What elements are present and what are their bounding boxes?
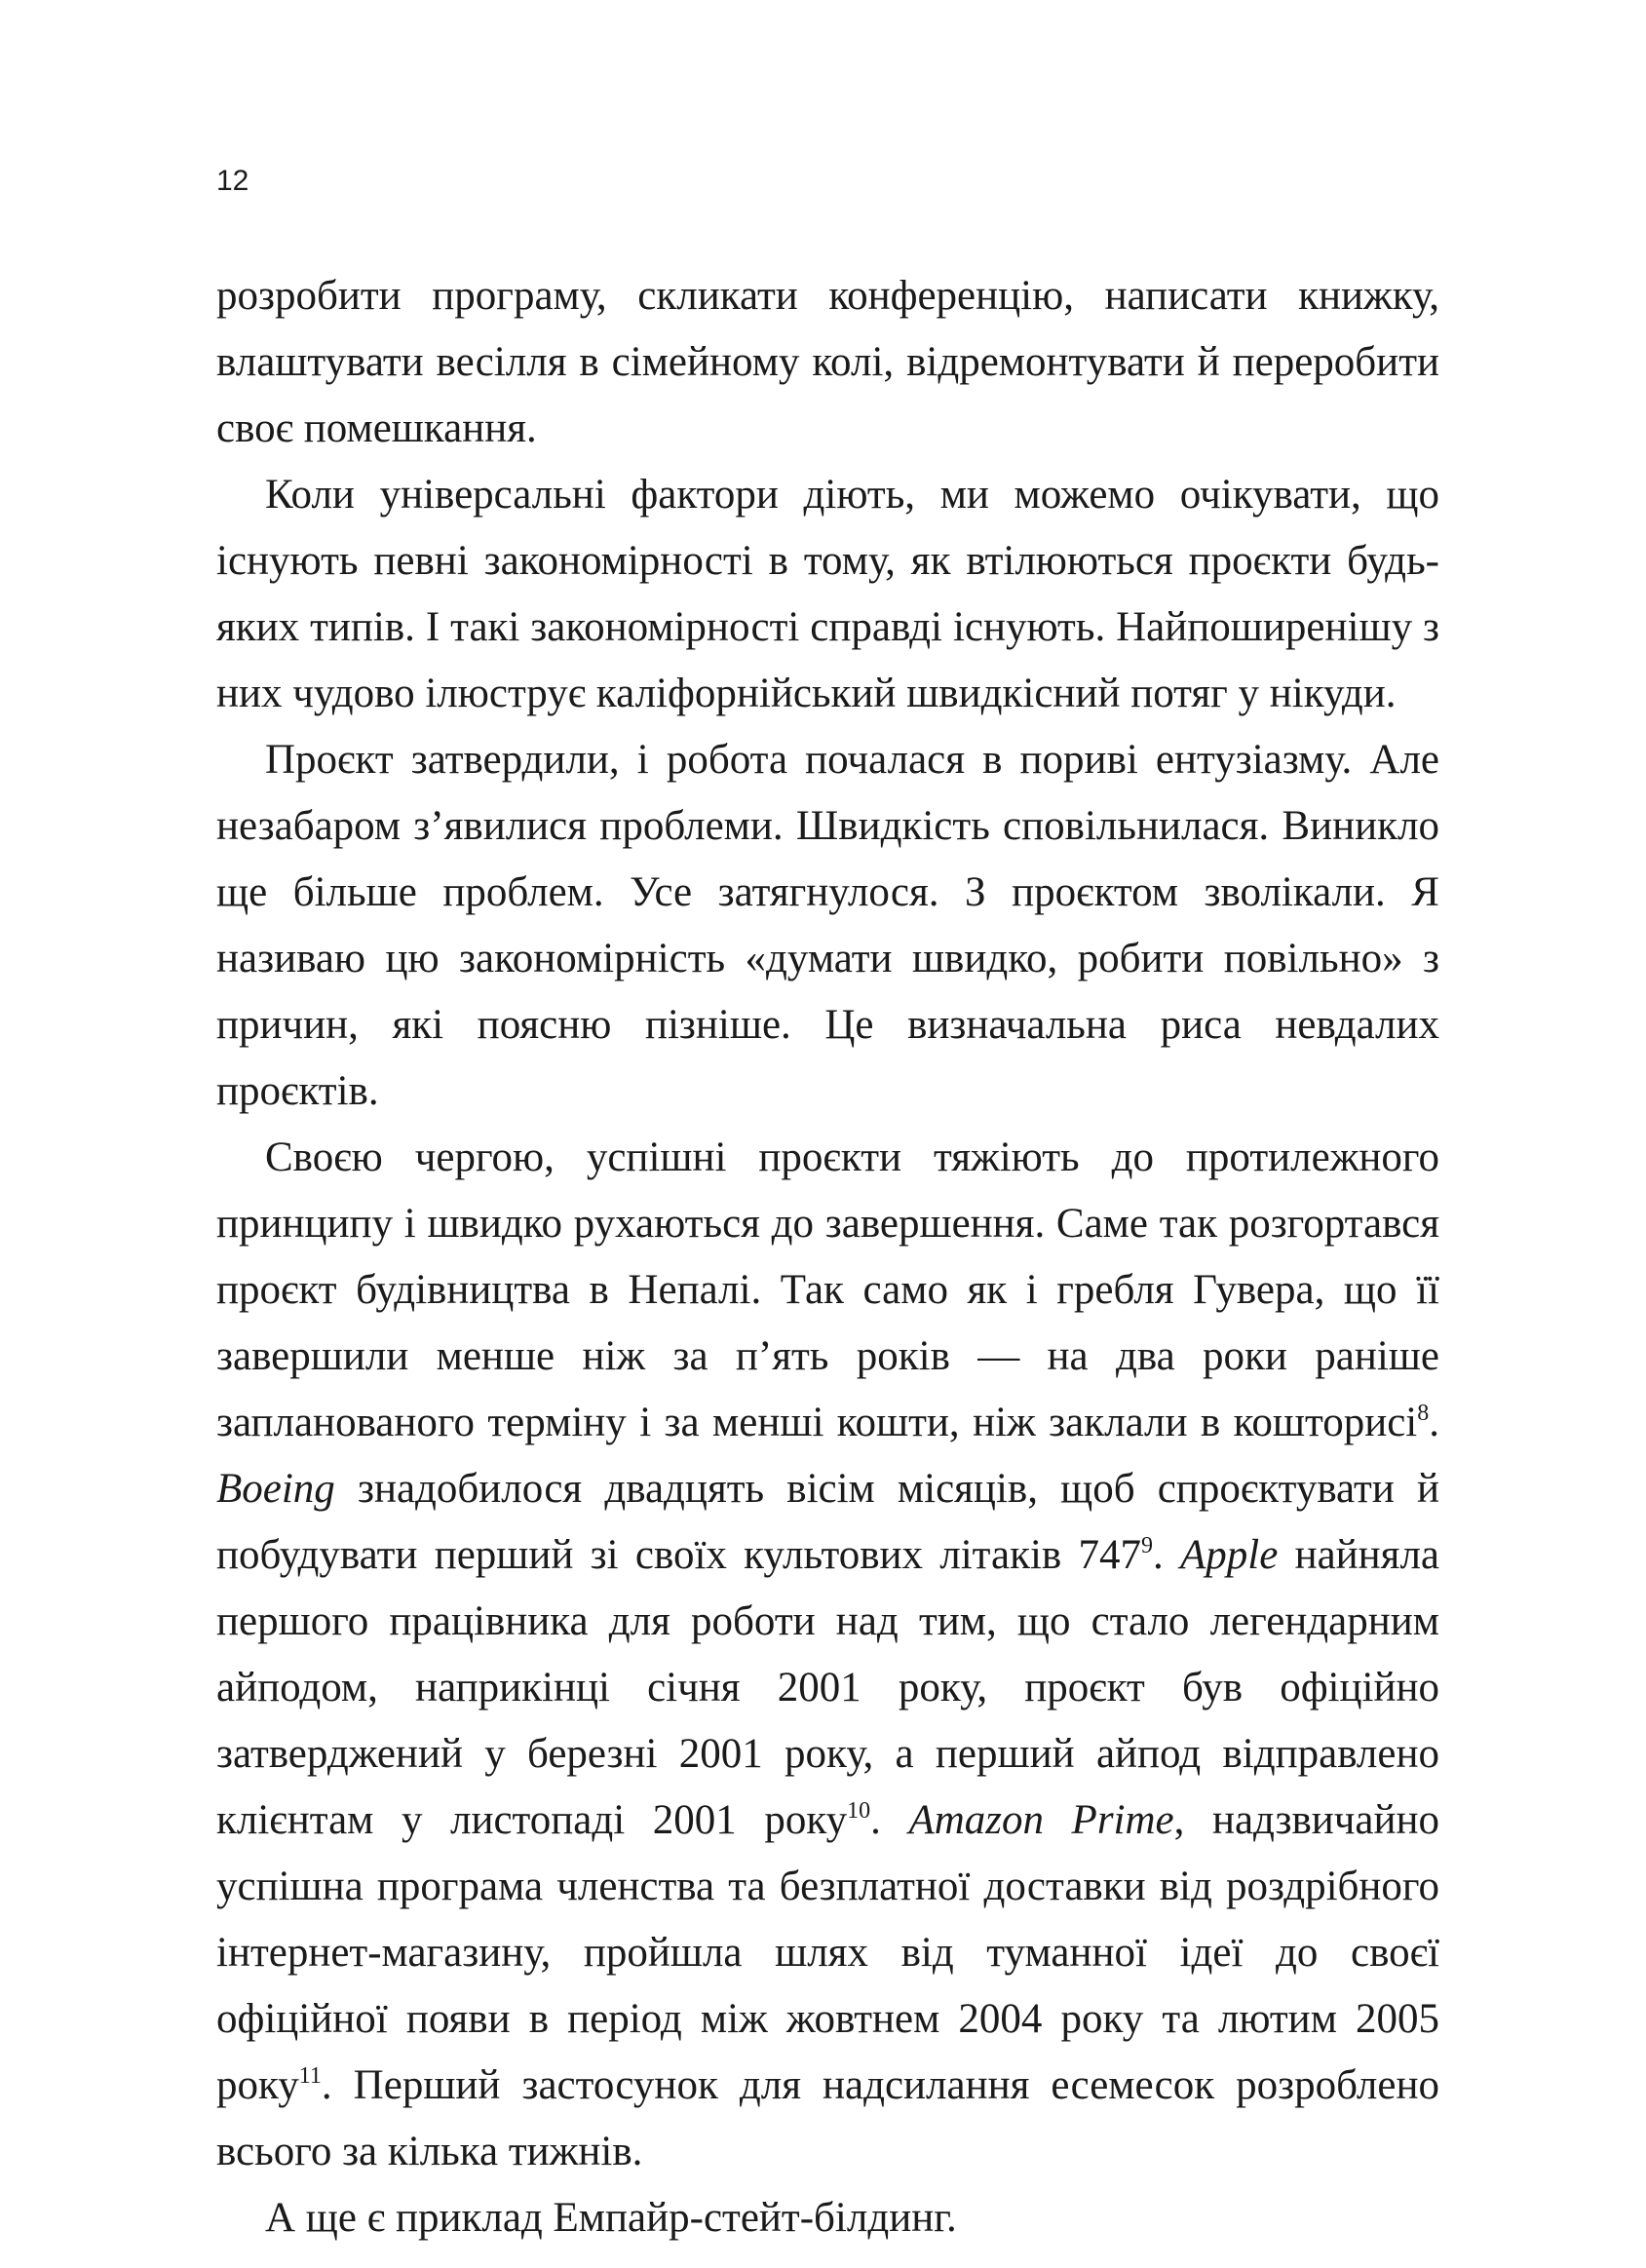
footnote-ref-10: 10 bbox=[847, 1798, 871, 1824]
paragraph-1: розробити програму, скликати конференцію, написати книжку, влаштувати весілля в сімейному колі, відремонтувати й переробити своє помешкання. bbox=[216, 273, 1439, 451]
paragraph-3: Проєкт затвердили, і робота почалася в пориві ентузіазму. Але незабаром з’явилися проблеми. Швидкість сповільнилася. Виникло ще більше проблем. Усе затягнулося. З проєктом зволікали. Я називаю цю закономірність «думати швидко, робити повільно» з причин, які поясню пізніше. Це визначальна риса невдалих проєктів. bbox=[216, 737, 1439, 1114]
company-name-apple: Apple bbox=[1180, 1532, 1279, 1578]
page-number: 12 bbox=[216, 165, 249, 197]
body-text bbox=[216, 263, 1439, 2251]
service-name-amazon-prime: Amazon Prime bbox=[908, 1797, 1174, 1843]
company-name-boeing: Boeing bbox=[216, 1466, 335, 1512]
paragraph-4: Своєю чергою, успішні проєкти тяжіють до протилежного принципу і швидко рухаються до завершення. Саме так розгортався проєкт будівництва в Непалі. Так само як і гребля Гувера, що її завершили менше ніж за п’ять років — на два роки раніше запланованого терміну і за менші кошти, ніж заклали в кошторисі$^8$. Boeing знадобилося двадцять вісім місяців, щоб спроєктувати й побудувати перший зі своїх культових літаків $747^9$. Apple найняла першого працівника для роботи над тим, що стало легендарним айподом, наприкінці січня 2001 року, проєкт був офіційно затверджений у березні 2001 року, а перший айпод відправлено клієнтам у листопаді 2001 року$^{10}$. Amazon Prime, надзвичайно успішна програма членства та безплатної доставки від роздрібного інтернет-магазину, пройшла шлях від туманної ідеї до своєї офіційної появи в період між жовтнем 2004 року та лютим 2005 року$^{11}$. Перший застосунок для надсилання есемесок розроблено всього за кілька тижнів. bbox=[216, 1134, 1440, 2174]
footnote-ref-8: 8 bbox=[1417, 1401, 1430, 1426]
footnote-ref-9: 9 bbox=[1140, 1533, 1153, 1558]
footnote-ref-11: 11 bbox=[298, 2063, 322, 2089]
paragraph-5: А ще є приклад Емпайр-стейт-білдинг. bbox=[265, 2195, 957, 2241]
paragraph-2: Коли універсальні фактори діють, ми можемо очікувати, що існують певні закономірності в тому, як втілюються проєкти будь-яких типів. І такі закономірності справді існують. Найпоширенішу з них чудово ілюструє каліфорнійський швидкісний потяг у нікуди. bbox=[216, 472, 1439, 716]
